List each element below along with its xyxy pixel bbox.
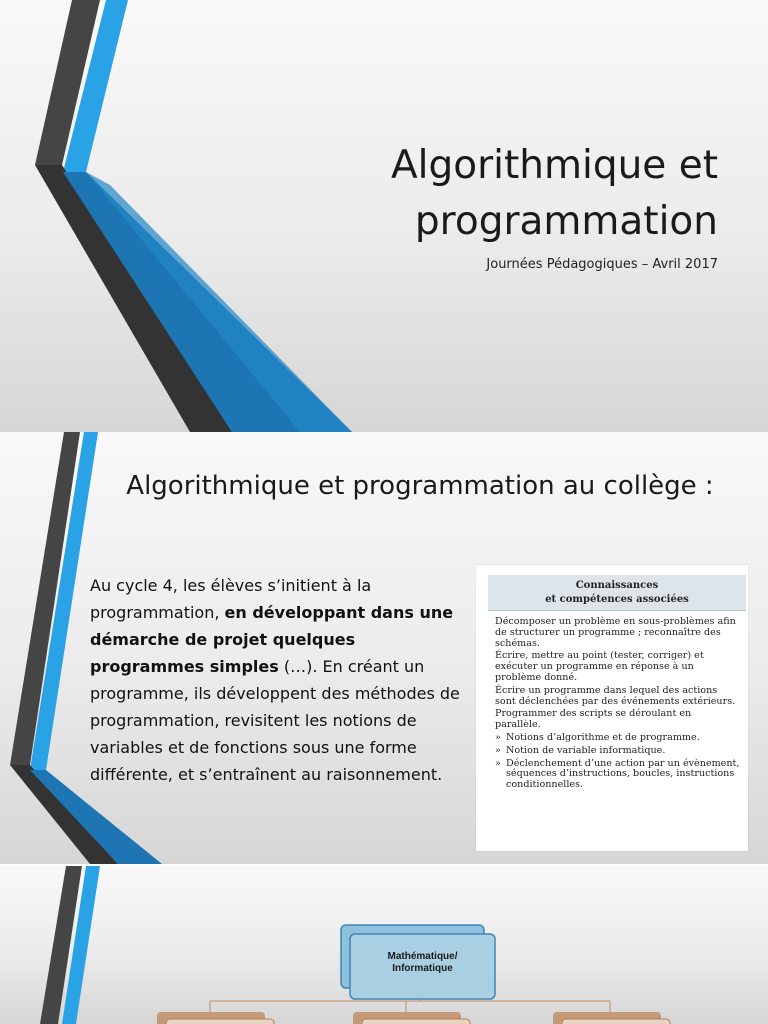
paragraph-bold-part: en développant dans une démarche de projet quelques programmes simples: [90, 603, 454, 676]
paragraph-part-2: (…). En créant un programme, ils développent des méthodes de programmation, revisitent les notions de variables et de fonctions sous une forme différente, et s’entraînent au raisonnement.: [90, 657, 460, 784]
table-header-line-1: Connaissances: [575, 580, 659, 591]
table-item: Écrire un programme dans lequel des actions sont déclenchées par des événements extérieurs.: [495, 684, 736, 707]
slide-1-subtitle: Journées Pédagogiques – Avril 2017: [486, 257, 718, 272]
org-child-box-left-inner: [166, 1019, 274, 1024]
org-child-box-middle-inner: [362, 1019, 470, 1024]
slide-2-title: Algorithmique et programmation au collège :: [126, 471, 714, 501]
table-item: Décomposer un problème en sous-problèmes afin de structurer un programme ; reconnaître des schémas.: [495, 616, 736, 649]
org-root-label-line-2: Informatique: [392, 963, 453, 974]
table-header-line-2: et compétences associées: [545, 594, 689, 605]
org-child-box-right-inner: [562, 1019, 670, 1024]
table-bullet-item: » Déclenchement d’une action par un évènement, séquences d’instructions, boucles, instructions conditionnelles.: [495, 759, 740, 791]
table-item: Écrire, mettre au point (tester, corriger) et exécuter un programme en réponse à un problème donné.: [495, 650, 704, 683]
org-root-label-line-1: Mathématique/: [387, 951, 458, 962]
table-bullet-item: » Notion de variable informatique.: [495, 746, 740, 757]
org-root-label: [350, 951, 495, 975]
paragraph-part-1: Au cycle 4, les élèves s’initient à la programmation,: [90, 576, 372, 622]
slide-1-title-line-1: Algorithmique et: [391, 143, 718, 188]
table-item: Programmer des scripts se déroulant en parallèle.: [495, 708, 692, 731]
slide-1-title-line-2: programmation: [414, 199, 718, 244]
table-bullet-item: » Notions d’algorithme et de programme.: [495, 733, 740, 744]
